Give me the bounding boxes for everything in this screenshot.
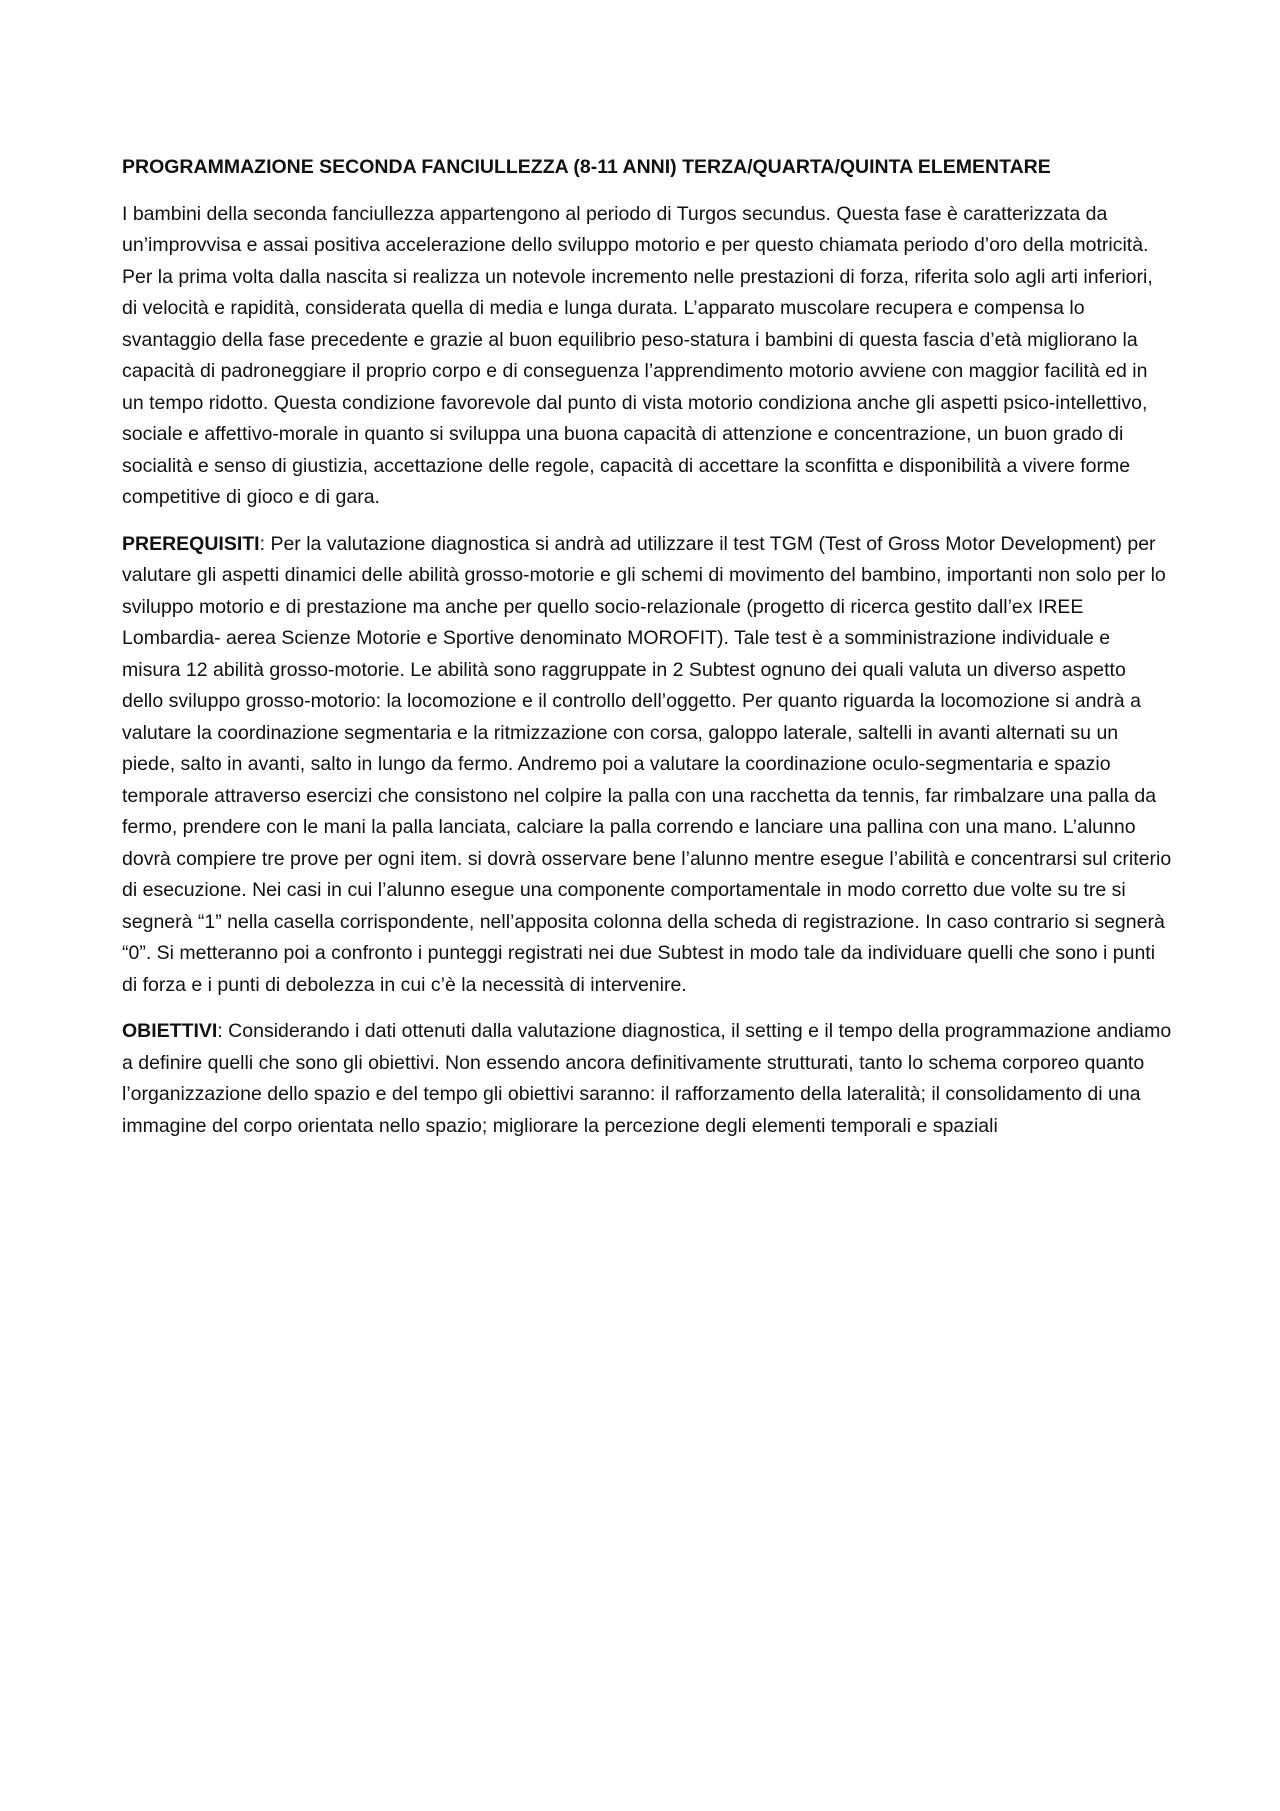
obiettivi-label: OBIETTIVI [122, 1020, 218, 1042]
prerequisiti-label: PREREQUISITI [122, 532, 260, 555]
prerequisiti-paragraph [122, 529, 1172, 1002]
prerequisiti-text: : Per la valutazione diagnostica si andrà ad utilizzare il test TGM (Test of Gross Motor Development) per valutare gli aspetti dinamici delle abilità grosso-motorie e gli schemi di movimento del bambino, importanti non solo per lo sviluppo motorio e di prestazione ma anche per quello socio-relazionale (progetto di ricerca gestito dall’ex IREE Lombardia- aerea Scienze Motorie e Sportive denominato MOROFIT). Tale test è a somministrazione individuale e misura 12 abilità grosso-motorie. Le abilità sono raggruppate in 2 Subtest ognuno dei quali valuta un diverso aspetto dello sviluppo grosso-motorio: la locomozione e il controllo dell’oggetto. Per quanto riguarda la locomozione si andrà a valutare la coordinazione segmentaria e la ritmizzazione con corsa, galoppo laterale, saltelli in avanti alternati su un piede, salto in avanti, salto in lungo da fermo. Andremo poi a valutare la coordinazione oculo-segmentaria e spazio temporale attraverso esercizi che consistono nel colpire la palla con una racchetta da tennis, far rimbalzare una palla da fermo, prendere con le mani la palla lanciata, calciare la palla correndo e lanciare una pallina con una mano. L’alunno dovrà compiere tre prove per ogni item. si dovrà osservare bene l’alunno mentre esegue l’abilità e concentrarsi sul criterio di esecuzione. Nei casi in cui l’alunno esegue una componente comportamentale in modo corretto due volte su tre si segnerà “1” nella casella corrispondente, nell’apposita colonna della scheda di registrazione. In caso contrario si segnerà “0”. Si metteranno poi a confronto i punteggi registrati nei due Subtest in modo tale da individuare quelli che sono i punti di forza e i punti di debolezza in cui c’è la necessità di intervenire. [122, 532, 1172, 996]
obiettivi-paragraph [122, 1016, 1172, 1142]
document-title: PROGRAMMAZIONE SECONDA FANCIULLEZZA (8-11 ANNI) TERZA/QUARTA/QUINTA ELEMENTARE [122, 156, 1051, 178]
obiettivi-text: : Considerando i dati ottenuti dalla valutazione diagnostica, il setting e il tempo della programmazione andiamo a definire quelli che sono gli obiettivi. Non essendo ancora definitivamente strutturati, tanto lo schema corporeo quanto l’organizzazione dello spazio e del tempo gli obiettivi saranno: il rafforzamento della lateralità; il consolidamento di una immagine del corpo orientata nello spazio; migliorare la percezione degli elementi temporali e spaziali [122, 1020, 1172, 1137]
intro-paragraph: I bambini della seconda fanciullezza appartengono al periodo di Turgos secundus. Questa fase è caratterizzata da un’improvvisa e assai positiva accelerazione dello sviluppo motorio e per questo chiamata periodo d’oro della motricità. Per la prima volta dalla nascita si realizza un notevole incremento nelle prestazioni di forza, riferita solo agli arti inferiori, di velocità e rapidità, considerata quella di media e lunga durata. L’apparato muscolare recupera e compensa lo svantaggio della fase precedente e grazie al buon equilibrio peso-statura i bambini di questa fascia d’età migliorano la capacità di padroneggiare il proprio corpo e di conseguenza l’apprendimento motorio avviene con maggior facilità ed in un tempo ridotto. Questa condizione favorevole dal punto di vista motorio condiziona anche gli aspetti psico-intellettivo, sociale e affettivo-morale in quanto si sviluppa una buona capacità di attenzione e concentrazione, un buon grado di socialità e senso di giustizia, accettazione delle regole, capacità di accettare la sconfitta e disponibilità a vivere forme competitive di gioco e di gara. [122, 202, 1153, 508]
document-page [122, 152, 1172, 1157]
